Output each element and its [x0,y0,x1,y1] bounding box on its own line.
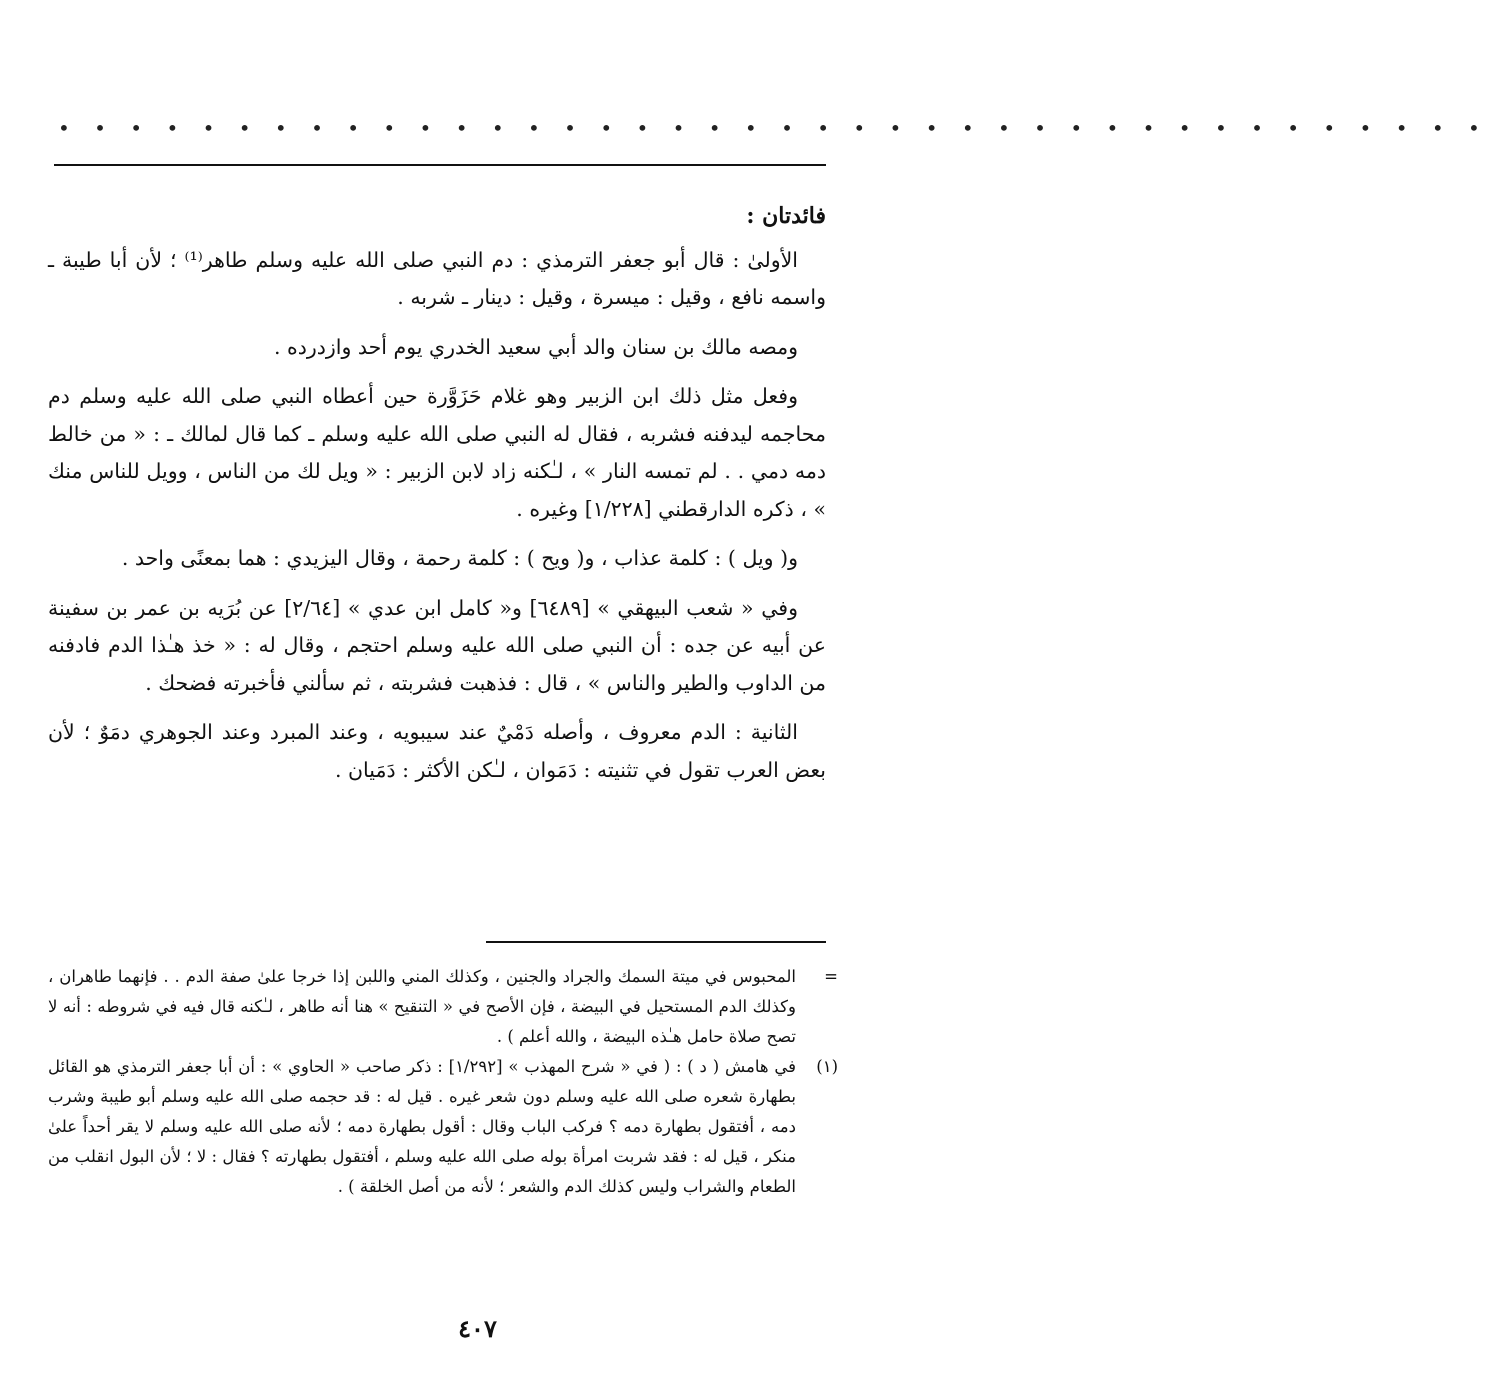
footnote-mark: (١) [816,1057,838,1076]
header-dotted-line: • • • • • • • • • • • • • • • • • • • • • • • • • • • • • • • • • • • • • • • • [58,116,1489,140]
section-heading: فائدتان : [746,203,826,229]
page-number: ٤٠٧ [458,1314,497,1343]
paragraph: الثانية : الدم معروف ، وأصله دَمْيٌ عند سيبويه ، وعند المبرد وعند الجوهري دمَوٌ ؛ لأن بعض العرب تقول في تثنيته : دَمَوان ، لـٰكن الأكثر : دَمَيان . [48,720,826,782]
header-rule [54,164,826,166]
paragraph: و( ويل ) : كلمة عذاب ، و( ويح ) : كلمة رحمة ، وقال اليزيدي : هما بمعنًى واحد . [121,546,798,570]
footnote-continuation [48,962,838,1052]
paragraph: وفي « شعب البيهقي » [٦٤٨٩] و« كامل ابن عدي » [٢/٦٤] عن بُرَيه بن عمر بن سفينة عن أبيه عن جده : أن النبي صلى الله عليه وسلم احتجم ، وقال له : « خذ هـٰذا الدم فادفنه من الداوب والطير والناس » ، قال : فذهبت فشربته ، ثم سألني فأخبرته فضحك . [48,595,826,695]
footnote-text: في هامش ( د ) : ( في « شرح المهذب » [١/٢٩٢] : ذكر صاحب « الحاوي » : أن أبا جعفر الترمذي هو القائل بطهارة شعره صلى الله عليه وسلم دون شعر غيره . قيل له : قد حجمه صلى الله عليه وسلم أبو طيبة وشرب دمه ، أفتقول بطهارة دمه ؟ فركب الباب وقال : أقول بطهارة دمه ؛ لأنه صلى الله عليه وسلم لا يقر أحداً علىٰ منكر ، قيل له : فقد شربت امرأة بوله صلى الله عليه وسلم ، أفتقول بطهارته ؟ فقال : لا ؛ لأن البول انقلب من الطعام والشراب وليس كذلك الدم والشعر ؛ لأنه من أصل الخلقة ) . [48,1057,796,1196]
footnote-1 [48,1052,838,1202]
main-text [48,198,826,801]
paragraph: الأولىٰ : قال أبو جعفر الترمذي : دم النبي صلى الله عليه وسلم طاهر⁽¹⁾ ؛ لأن أبا طيبة ـ واسمه نافع ، وقيل : ميسرة ، وقيل : دينار ـ شربه . [48,247,826,309]
footnote-text: المحبوس في ميتة السمك والجراد والجنين ، وكذلك المني واللبن إذا خرجا علىٰ صفة الدم . . فإنهما طاهران ، وكذلك الدم المستحيل في البيضة ، فإن الأصح في « التنقيح » هنا أنه طاهر ، لـٰكنه قال فيه في شروطه : أنه لا تصح صلاة حامل هـٰذه البيضة ، والله أعلم ) . [48,967,796,1046]
footnote-separator [486,941,826,943]
paragraph: ومصه مالك بن سنان والد أبي سعيد الخدري يوم أحد وازدرده . [273,334,798,359]
paragraph: وفعل مثل ذلك ابن الزبير وهو غلام حَزَوَّرة حين أعطاه النبي صلى الله عليه وسلم دم محاجمه ليدفنه فشربه ، فقال له النبي صلى الله عليه وسلم ـ كما قال لمالك ـ : « من خالط دمه دمي . . لم تمسه النار » ، لـٰكنه زاد لابن الزبير : « ويل لك من الناس ، وويل للناس منك » ، ذكره الدارقطني [١/٢٢٨] وغيره . [48,384,826,521]
footnotes [48,962,838,1202]
footnote-mark: = [824,967,838,986]
